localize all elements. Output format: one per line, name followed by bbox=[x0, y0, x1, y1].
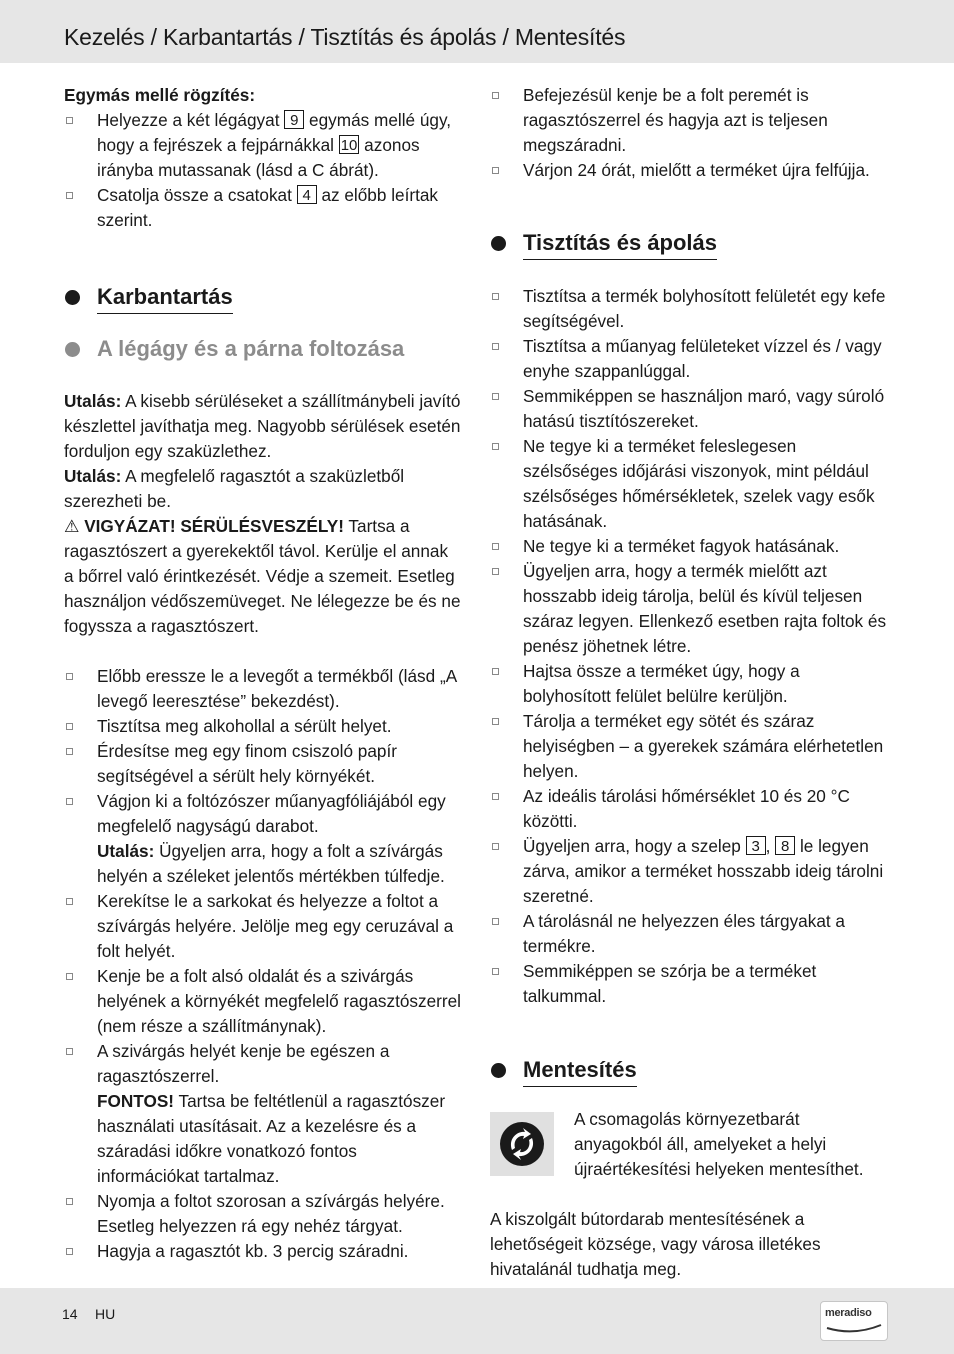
warning-icon: ⚠ bbox=[64, 516, 80, 536]
page-title: Kezelés / Karbantartás / Tisztítás és ápolás / Mentesítés bbox=[64, 24, 626, 50]
page-header bbox=[0, 0, 954, 63]
part-ref-badge: 8 bbox=[775, 836, 795, 855]
part-ref-badge: 9 bbox=[284, 110, 304, 129]
logo-swoosh-icon bbox=[825, 1322, 883, 1334]
list-item: A szivárgás helyét kenje be egészen a ragasztószerrel. FONTOS! Tartsa be feltétlenül a ragasztószer használati utasításait. Az a kezelésre és a száradási időkre vonatkozó fontos információkat tartalmaz. bbox=[64, 1039, 462, 1189]
side-by-side-heading: Egymás mellé rögzítés: bbox=[64, 85, 256, 105]
list-item: Semmiképpen se szórja be a terméket talkummal. bbox=[490, 959, 890, 1009]
list-item: Csatolja össze a csatokat 4 az előbb leírtak szerint. bbox=[64, 183, 462, 233]
list-item: Semmiképpen se használjon maró, vagy súroló hatású tisztítószereket. bbox=[490, 384, 890, 434]
list-item: Hagyja a ragasztót kb. 3 percig száradni. bbox=[64, 1239, 462, 1264]
list-item: Ne tegye ki a terméket fagyok hatásának. bbox=[490, 534, 890, 559]
step-note: FONTOS! Tartsa be feltétlenül a ragasztószer használati utasításait. Az a kezelésre és a száradási időkre vonatkozó fontos információkat tartalmaz. bbox=[97, 1091, 446, 1186]
list-item: Várjon 24 órát, mielőtt a terméket újra felfújja. bbox=[490, 158, 890, 183]
list-item: Vágjon ki a foltózószer műanyagfóliájából egy megfelelő nagyságú darabot. Utalás: Ügyeljen arra, hogy a folt a szívárgás helyén a széleket jelentős mértékben túlfedje. bbox=[64, 789, 462, 889]
list-item: Nyomja a foltot szorosan a szívárgás helyére. Esetleg helyezzen rá egy nehéz tárgyat. bbox=[64, 1189, 462, 1239]
section-cleaning bbox=[490, 229, 890, 260]
section-title: Karbantartás bbox=[97, 283, 233, 314]
part-ref-badge: 3 bbox=[746, 836, 766, 855]
cleaning-list bbox=[490, 284, 890, 1009]
list-item: Helyezze a két légágyat 9 egymás mellé úgy, hogy a fejrészek a fejpárnákkal 10 azonos irányba mutassanak (lásd a C ábrát). bbox=[64, 108, 462, 183]
section-maintenance bbox=[64, 283, 462, 314]
language-code: HU bbox=[95, 1306, 116, 1322]
section-bullet-icon bbox=[65, 290, 80, 305]
list-item: Kenje be a folt alsó oldalát és a szivárgás helyének a környékét megfelelő ragasztószerrel (nem része a szállítmánynak). bbox=[64, 964, 462, 1039]
brand-logo bbox=[820, 1301, 888, 1341]
left-column bbox=[64, 83, 462, 1264]
list-item: Az ideális tárolási hőmérséklet 10 és 20 °C közötti. bbox=[490, 784, 890, 834]
section-title: A légágy és a párna foltozása bbox=[97, 336, 405, 361]
list-item: Tisztítsa a műanyag felületeket vízzel és / vagy enyhe szappanlúggal. bbox=[490, 334, 890, 384]
page-number: 14 bbox=[62, 1306, 78, 1322]
section-title: Tisztítás és ápolás bbox=[523, 229, 717, 260]
furniture-disposal-text: A kiszolgált bútordarab mentesítésének a lehetőségeit községe, vagy városa illetékes hivatalánál tudhatja meg. bbox=[490, 1209, 821, 1279]
green-dot-icon bbox=[498, 1120, 546, 1168]
side-by-side-list bbox=[64, 108, 462, 233]
note-paragraph: Utalás: A megfelelő ragasztót a szaküzletből szerezheti be. bbox=[64, 466, 405, 511]
patching-continued-list bbox=[490, 83, 890, 183]
section-bullet-icon bbox=[65, 342, 80, 357]
list-item: Ne tegye ki a terméket feleslegesen szélsőséges időjárási viszonyok, mint például szélsőséges hőmérsékletek, szelek vagy esők hatásának. bbox=[490, 434, 890, 534]
page-footer bbox=[0, 1288, 954, 1354]
logo-text: meradiso bbox=[825, 1307, 872, 1319]
packaging-disposal-block bbox=[490, 1107, 890, 1182]
list-item: Tisztítsa meg alkohollal a sérült helyet. bbox=[64, 714, 462, 739]
list-item: Kerekítse le a sarkokat és helyezze a foltot a szívárgás helyére. Jelölje meg egy ceruzával a folt helyét. bbox=[64, 889, 462, 964]
section-bullet-icon bbox=[491, 236, 506, 251]
part-ref-badge: 4 bbox=[297, 185, 317, 204]
list-item: Érdesítse meg egy finom csiszoló papír segítségével a sérült hely környékét. bbox=[64, 739, 462, 789]
right-column bbox=[490, 83, 890, 1282]
list-item: Hajtsa össze a terméket úgy, hogy a bolyhosított felület belülre kerüljön. bbox=[490, 659, 890, 709]
section-title: Mentesítés bbox=[523, 1056, 637, 1087]
warning-paragraph: ⚠ VIGYÁZAT! SÉRÜLÉSVESZÉLY! Tartsa a ragasztószert a gyerekektől távol. Kerülje el annak a bőrrel való érintkezését. Védje a szemeit. Esetleg használjon védőszemüveget. Ne lélegezze be és ne fogyssza a ragasztószert. bbox=[64, 516, 461, 636]
step-note: Utalás: Ügyeljen arra, hogy a folt a szívárgás helyén a széleket jelentős mértékben túlfedje. bbox=[97, 841, 445, 886]
list-item: A tárolásnál ne helyezzen éles tárgyakat a termékre. bbox=[490, 909, 890, 959]
list-item: Ügyeljen arra, hogy a szelep 3 , 8 le legyen zárva, amikor a terméket hosszabb ideig tárolni szeretné. bbox=[490, 834, 890, 909]
packaging-text: A csomagolás környezetbarát anyagokból áll, amelyeket a helyi újraértékesítési helyeken mentesíthet. bbox=[574, 1109, 864, 1179]
section-disposal bbox=[490, 1056, 890, 1087]
list-item: Tárolja a terméket egy sötét és száraz helyiségben – a gyerekek számára elérhetetlen helyen. bbox=[490, 709, 890, 784]
section-bullet-icon bbox=[491, 1063, 506, 1078]
list-item: Előbb eressze le a levegőt a termékből (lásd „A levegő leeresztése” bekezdést). bbox=[64, 664, 462, 714]
part-ref-badge: 10 bbox=[340, 137, 358, 154]
list-item: Tisztítsa a termék bolyhosított felületét egy kefe segítségével. bbox=[490, 284, 890, 334]
patching-steps-list bbox=[64, 664, 462, 1264]
recycling-icon bbox=[490, 1112, 554, 1176]
note-paragraph: Utalás: A kisebb sérüléseket a szállítmánybeli javító készlettel javíthatja meg. Nagyobb sérülések esetén forduljon egy szaküzlethez. bbox=[64, 391, 461, 461]
section-patching bbox=[64, 335, 462, 365]
list-item: Befejezésül kenje be a folt peremét is ragasztószerrel és hagyja azt is teljesen megszáradni. bbox=[490, 83, 890, 158]
list-item: Ügyeljen arra, hogy a termék mielőtt azt hosszabb ideig tárolja, belül és kívül teljesen száraz legyen. Ellenkező esetben rajta foltok és penész jöhetnek létre. bbox=[490, 559, 890, 659]
